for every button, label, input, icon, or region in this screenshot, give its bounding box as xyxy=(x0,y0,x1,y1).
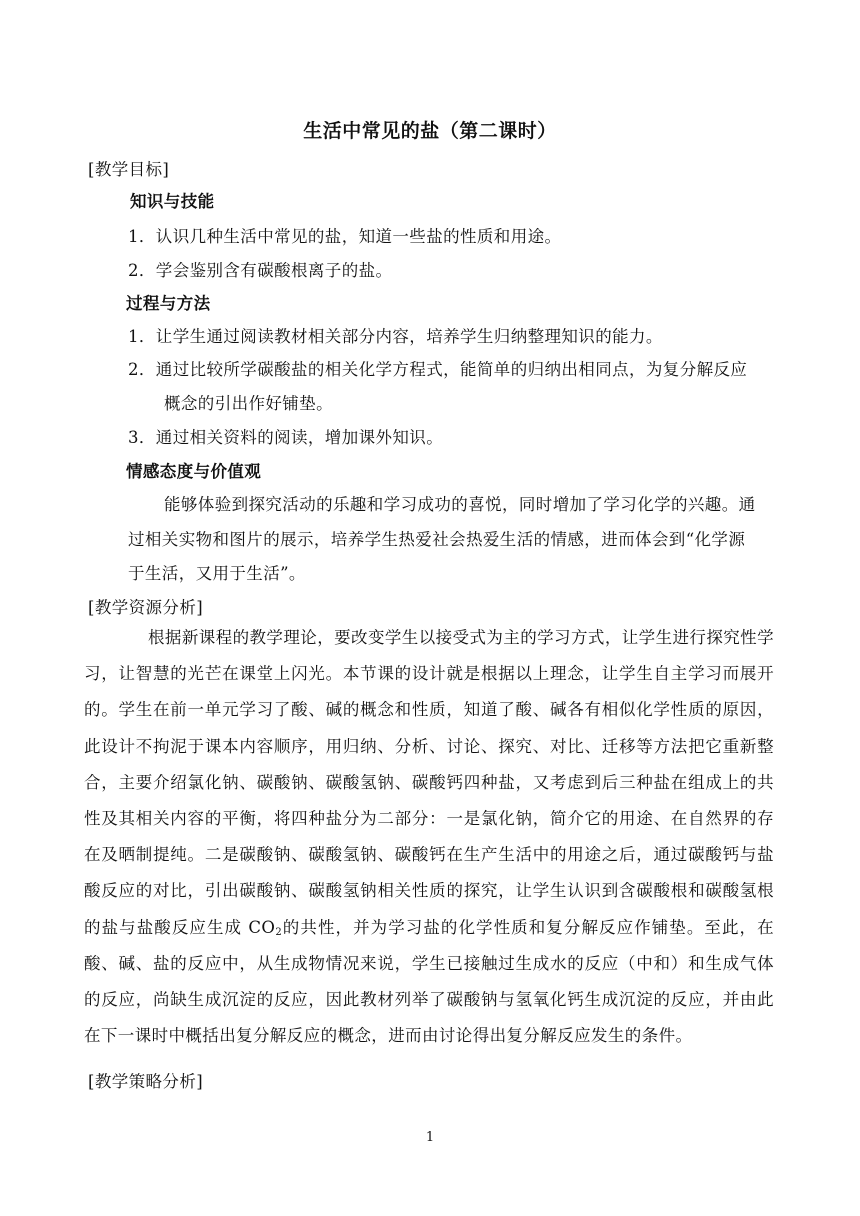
emotion-line-3: 于生活，又用于生活”。 xyxy=(128,564,306,583)
subheading-emotion: 情感态度与价值观 xyxy=(126,462,262,481)
subheading-process: 过程与方法 xyxy=(126,294,211,313)
section-heading-resources: [教学资源分析] xyxy=(88,598,204,617)
page-number: 1 xyxy=(425,1130,435,1145)
emotion-line-2: 过相关实物和图片的展示，培养学生热爱社会热爱生活的情感，进而体会到“化学源 xyxy=(128,530,746,549)
resources-text-part1: 根据新课程的教学理论，要改变学生以接受式为主的学习方式，让学生进行探究性学习，让智慧的光芒在课堂上闪光。本节课的设计就是根据以上理念，让学生自主学习而展开的。学生在前一单元学习了酸、碱的概念和性质，知道了酸、碱各有相似化学性质的原因，此设计不拘泥于课本内容顺序，用归纳、分析、讨论、探究、对比、迁移等方法把它重新整合，主要介绍氯化钠、碳酸钠、碳酸氢钠、碳酸钙四种盐，又考虑到后三种盐在组成上的共性及其相关内容的平衡，将四种盐分为二部分：一是氯化钠，简介它的用途、在自然界的存在及晒制提纯。二是碳酸钠、碳酸氢钠、碳酸钙在生产生活中的用途之后，通过碳酸钙与盐酸反应的对比，引出碳酸钠、碳酸氢钠相关性质的探究，让学生认识到含碳酸根和碳酸氢根的盐与盐酸反应生成 CO xyxy=(84,628,774,937)
process-item-1: 1．让学生通过阅读教材相关部分内容，培养学生归纳整理知识的能力。 xyxy=(128,327,663,346)
section-heading-objectives: [教学目标] xyxy=(88,160,170,179)
process-item-3: 3．通过相关资料的阅读，增加课外知识。 xyxy=(128,428,444,447)
emotion-line-1: 能够体验到探究活动的乐趣和学习成功的喜悦，同时增加了学习化学的兴趣。通 xyxy=(164,495,756,514)
knowledge-item-1: 1．认识几种生活中常见的盐，知道一些盐的性质和用途。 xyxy=(128,227,562,246)
knowledge-item-2: 2．学会鉴别含有碳酸根离子的盐。 xyxy=(128,261,393,280)
resources-text-part2: 的共性，并为学习盐的化学性质和复分解反应作铺垫。至此，在酸、碱、盐的反应中，从生成物情况来说，学生已接触过生成水的反应（中和）和生成气体的反应，尚缺生成沉淀的反应，因此教材列举了碳酸钠与氢氧化钙生成沉淀的反应，并由此在下一课时中概括出复分解反应的概念，进而由讨论得出复分解反应发生的条件。 xyxy=(84,917,775,1046)
co2-subscript: 2 xyxy=(275,926,283,938)
process-item-2-line1: 2．通过比较所学碳酸盐的相关化学方程式，能简单的归纳出相同点，为复分解反应 xyxy=(128,360,748,379)
process-item-2-line2: 概念的引出作好铺垫。 xyxy=(164,394,333,413)
section-heading-strategy: [教学策略分析] xyxy=(88,1072,204,1091)
document-title: 生活中常见的盐（第二课时） xyxy=(303,120,557,142)
subheading-knowledge: 知识与技能 xyxy=(130,192,215,211)
resources-paragraph xyxy=(84,620,774,1054)
